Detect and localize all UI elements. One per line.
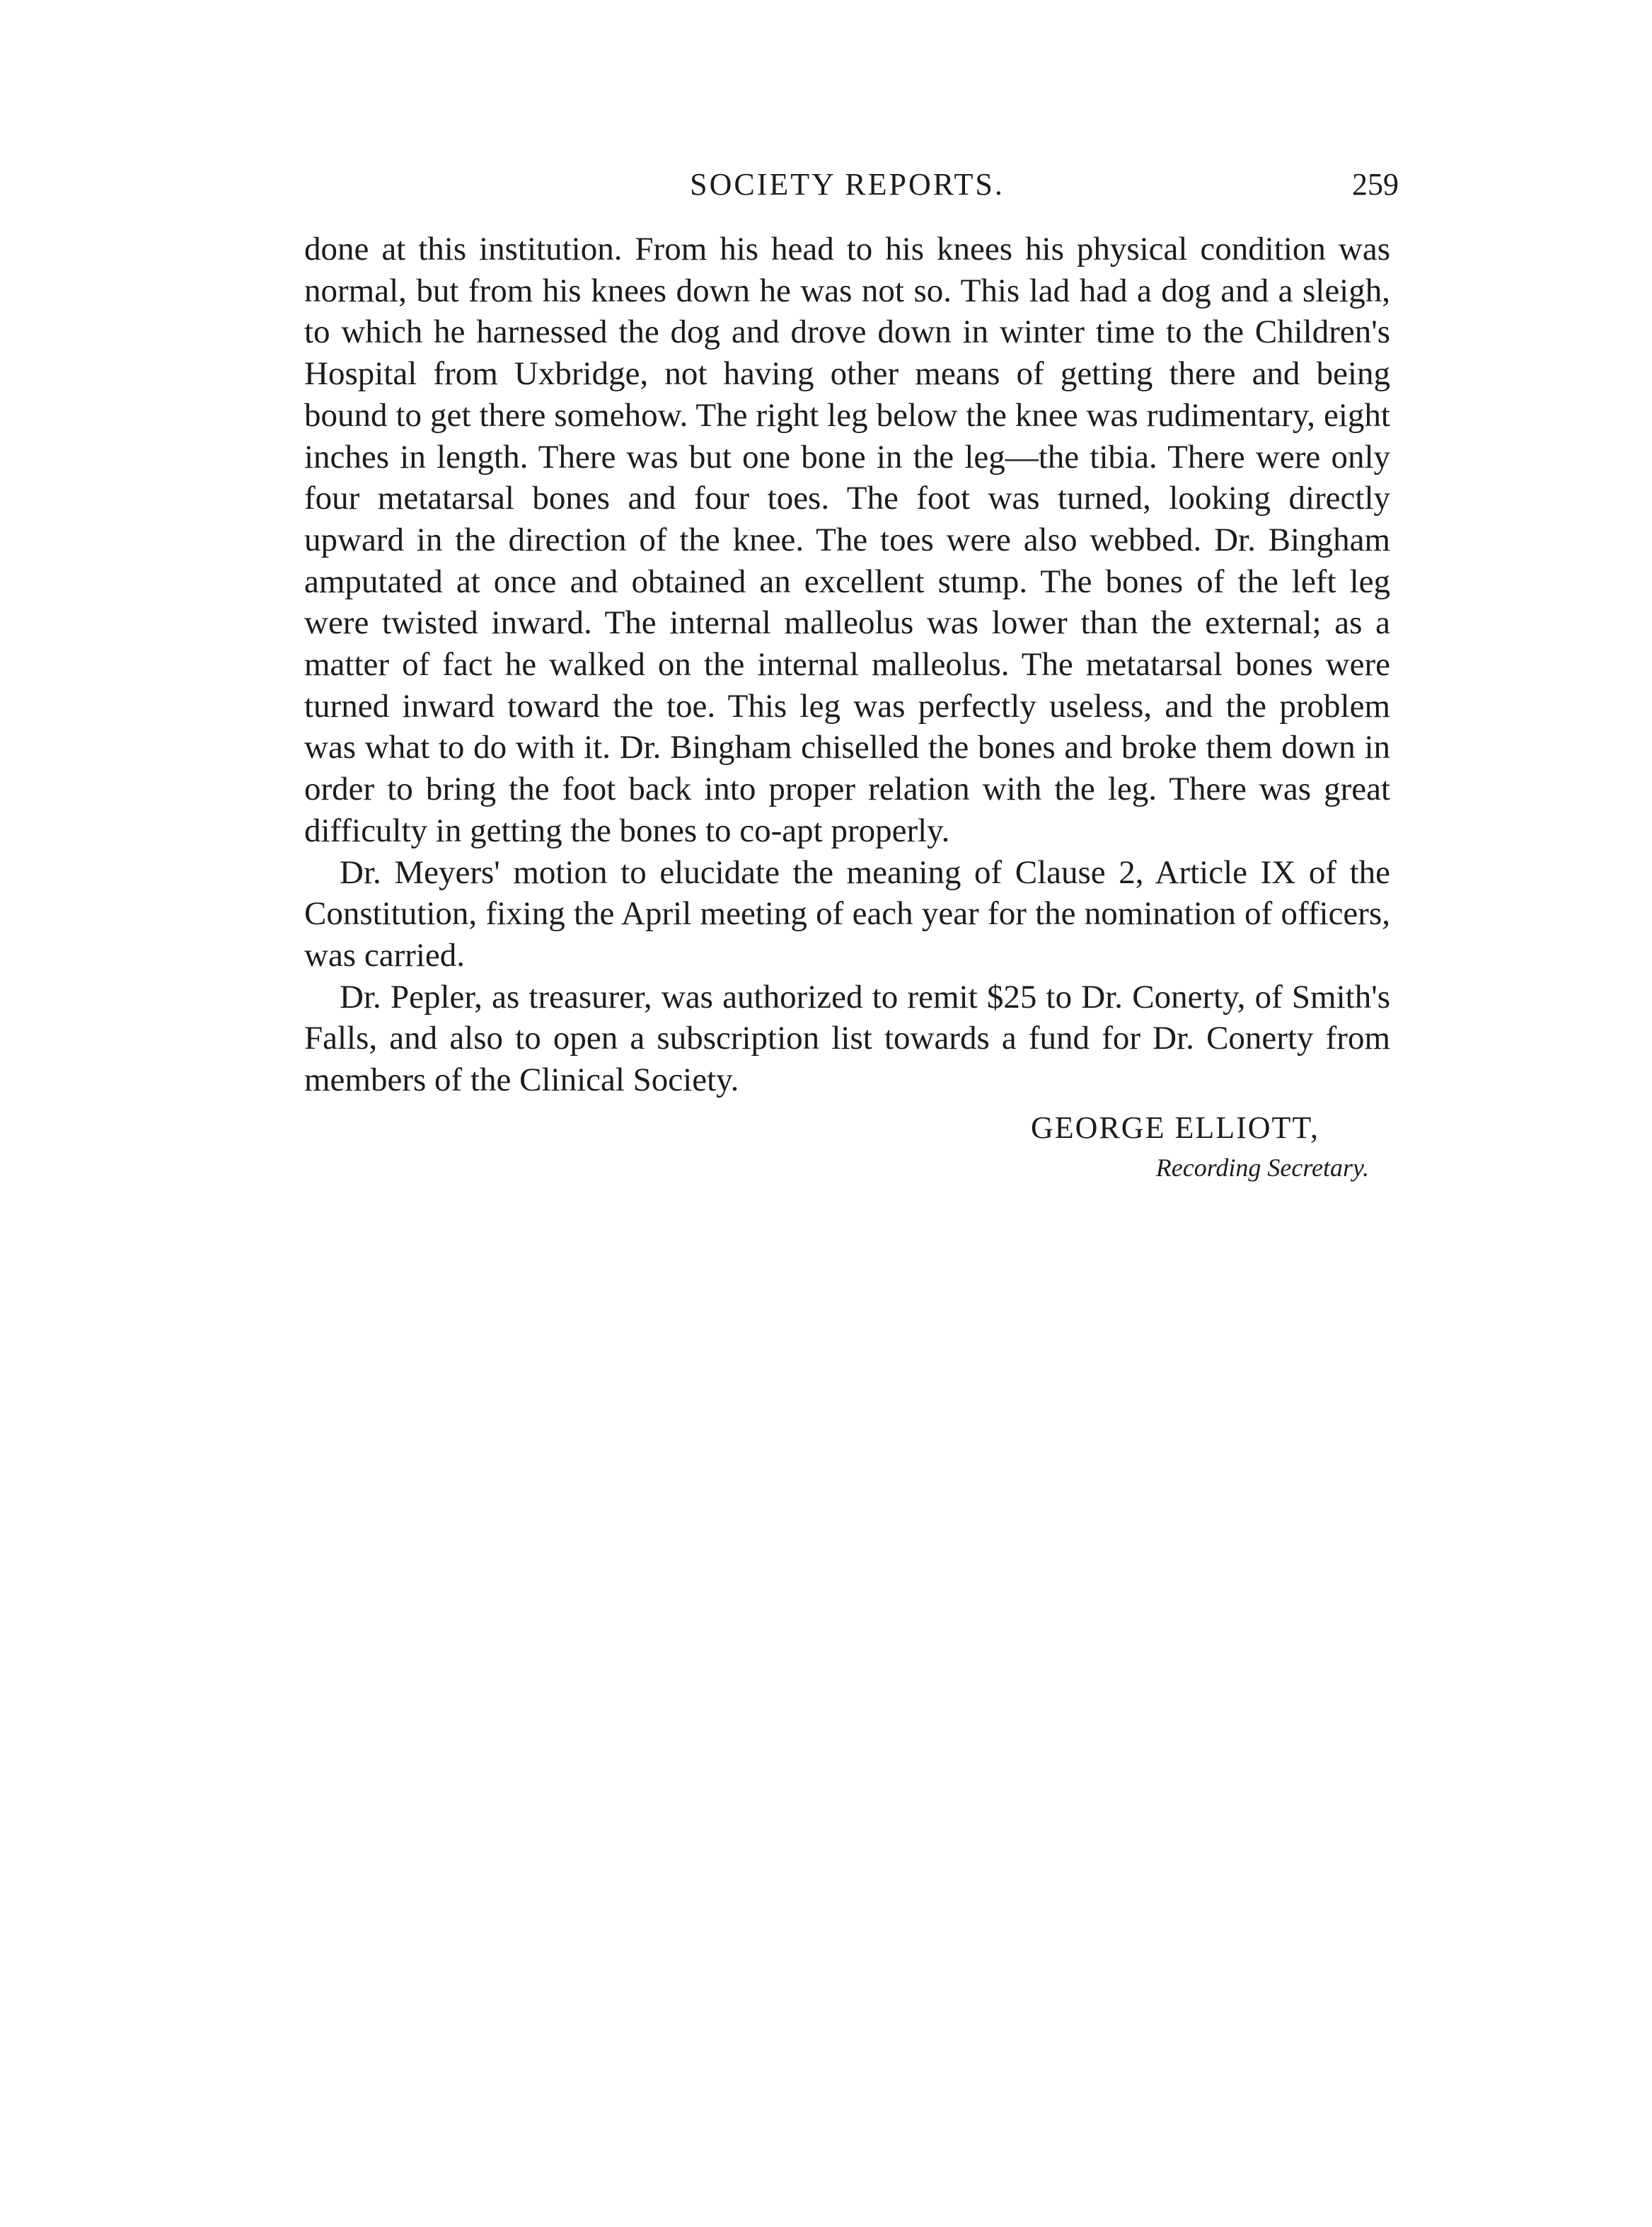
document-page	[304, 166, 1399, 1186]
paragraph-pepler-treasurer: Dr. Pepler, as treasurer, was authorized to remit $25 to Dr. Conerty, of Smith's Falls, and also to open a subscription list towards a fund for Dr. Conerty from members of the Clinical Society.	[304, 978, 1390, 1099]
signature-name: GEORGE ELLIOTT,	[1031, 1110, 1319, 1145]
running-title: SOCIETY REPORTS.	[690, 167, 1005, 202]
paragraph-case-report: done at this institution. From his head to his knees his physical condition was normal, but from his knees down he was not so. This lad had a dog and a sleigh, to which he harnessed the dog and drove down in winter time to the Children's Hospital from Uxbridge, not having other means of getting there and being bound to get there somehow. The right leg below the knee was rudimentary, eight inches in length. There was but one bone in the leg—the tibia. There were only four metatarsal bones and four toes. The foot was turned, looking directly upward in the direction of the knee. The toes were also webbed. Dr. Bingham amputated at once and obtained an excellent stump. The bones of the left leg were twisted inward. The internal malleolus was lower than the external; as a matter of fact he walked on the internal malleolus. The metatarsal bones were turned inward toward the toe. This leg was perfectly useless, and the problem was what to do with it. Dr. Bingham chiselled the bones and broke them down in order to bring the foot back into proper relation with the leg. There was great difficulty in getting the bones to co-apt properly.	[304, 231, 1390, 849]
paragraph-meyers-motion: Dr. Meyers' motion to elucidate the meaning of Clause 2, Article IX of the Constitution, fixing the April meeting of each year for the nomination of officers, was carried.	[304, 853, 1390, 974]
signature-block	[304, 1107, 1390, 1186]
signature-title: Recording Secretary.	[1155, 1153, 1369, 1182]
body-text	[304, 229, 1390, 1101]
running-head	[304, 166, 1399, 216]
page-number: 259	[1352, 167, 1399, 202]
